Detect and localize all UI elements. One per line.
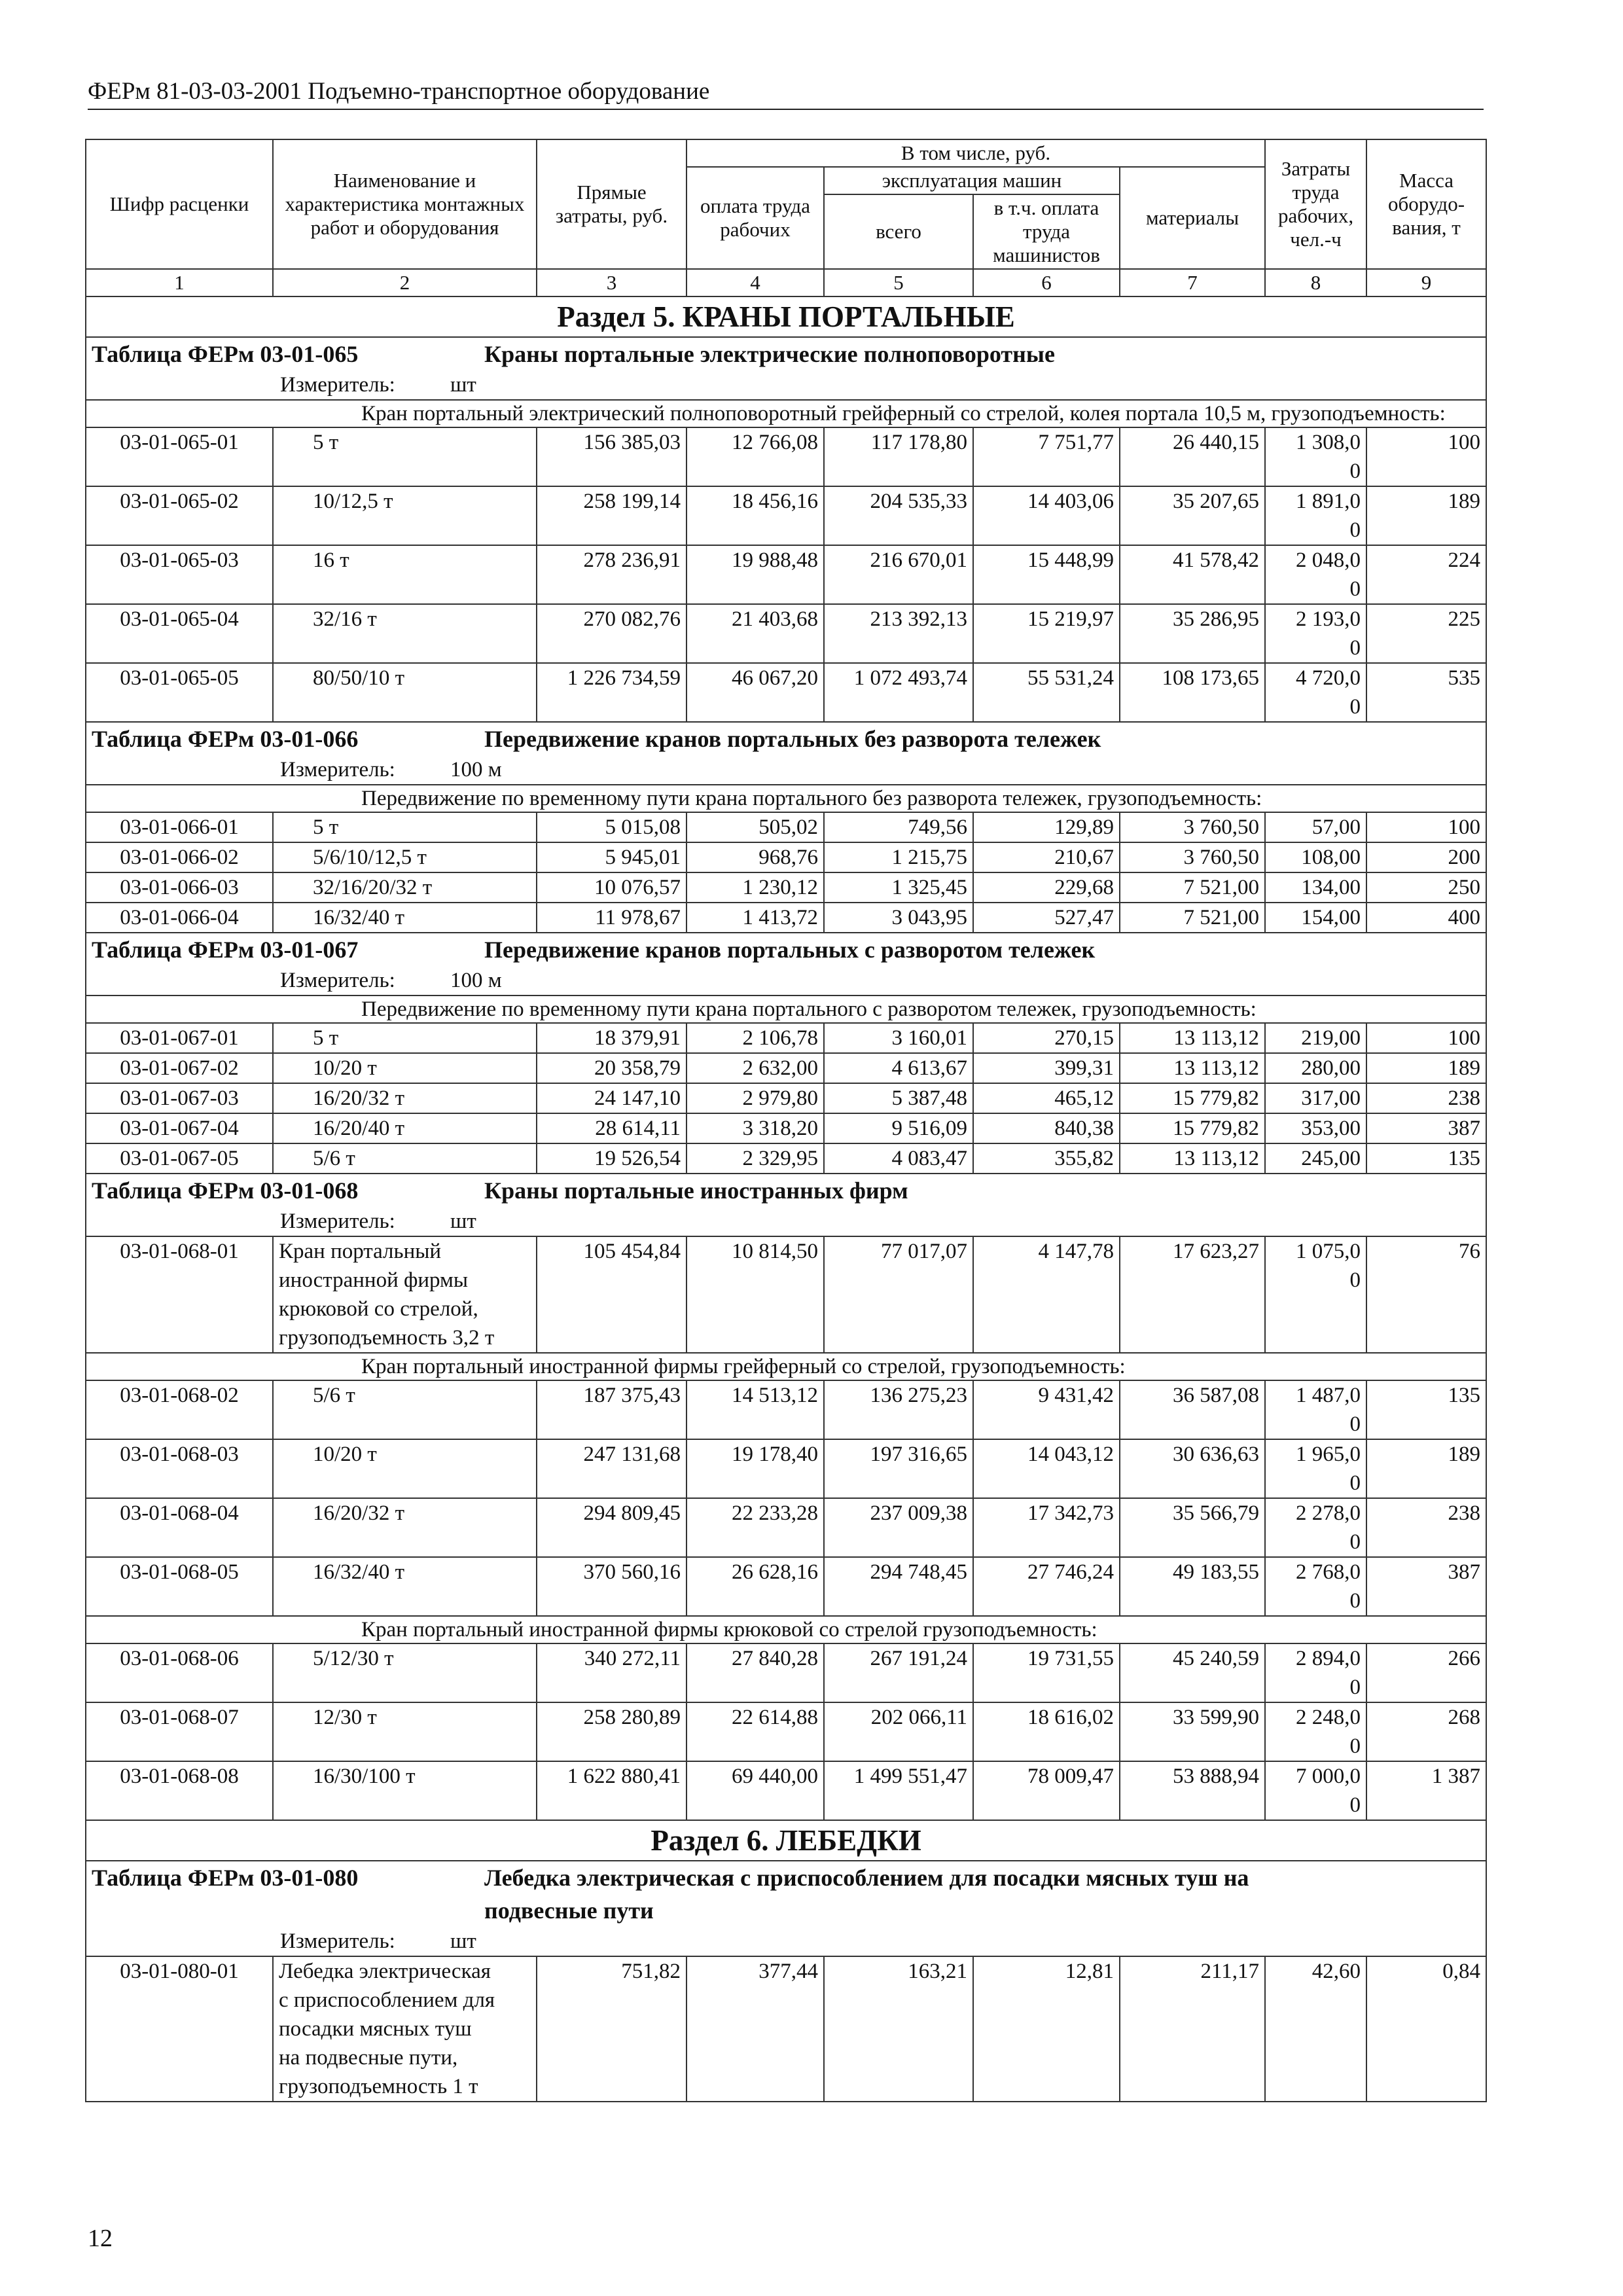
price-table xyxy=(85,139,1487,2102)
col-head-operators: в т.ч. оплата труда машинистов xyxy=(973,194,1120,269)
table-row: 03-01-067-04 16/20/40 т 28 614,11 3 318,20 9 516,09 840,38 15 779,82 353,00 387 xyxy=(86,1113,1486,1143)
table-heading: Таблица ФЕРм 03-01-067 Передвижение кранов портальных с разворотом тележек xyxy=(86,933,1486,966)
table-row: 03-01-068-01 Кран портальный иностранной фирмы крюковой со стрелой, грузоподъемность 3,2 т 105 454,84 10 814,50 77 017,07 4 147,78 17 623,27 1 075,0 0 76 xyxy=(86,1236,1486,1353)
table-row: 03-01-067-01 5 т 18 379,91 2 106,78 3 160,01 270,15 13 113,12 219,00 100 xyxy=(86,1023,1486,1053)
measure-unit: Измеритель: шт xyxy=(86,1207,1486,1236)
col-head-materials: материалы xyxy=(1120,167,1265,269)
table-row: 03-01-068-06 5/12/30 т 340 272,11 27 840,28 267 191,24 19 731,55 45 240,59 2 894,0 0 266 xyxy=(86,1643,1486,1702)
subheading: Кран портальный иностранной фирмы крюковой со стрелой грузоподъемность: xyxy=(86,1616,1486,1643)
table-row: 03-01-067-03 16/20/32 т 24 147,10 2 979,80 5 387,48 465,12 15 779,82 317,00 238 xyxy=(86,1083,1486,1113)
col-head-wages: оплата труда рабочих xyxy=(687,167,824,269)
subheading: Передвижение по временному пути крана портального без разворота тележек, грузоподъемность: xyxy=(86,785,1486,812)
col-head-machines: эксплуатация машин xyxy=(824,167,1120,194)
subheading: Кран портальный электрический полноповоротный грейферный со стрелой, колея портала 10,5 м, грузоподъемность: xyxy=(86,400,1486,427)
section-title: Раздел 6. ЛЕБЕДКИ xyxy=(86,1820,1486,1861)
table-row: 03-01-066-01 5 т 5 015,08 505,02 749,56 129,89 3 760,50 57,00 100 xyxy=(86,812,1486,842)
table-heading: Таблица ФЕРм 03-01-066 Передвижение кранов портальных без разворота тележек xyxy=(86,722,1486,755)
table-row: 03-01-065-04 32/16 т 270 082,76 21 403,68 213 392,13 15 219,97 35 286,95 2 193,0 0 225 xyxy=(86,604,1486,663)
measure-unit: Измеритель: шт xyxy=(86,370,1486,400)
table-heading: Таблица ФЕРм 03-01-080 Лебедка электрическая с приспособлением для посадки мясных туш на подвесные пути xyxy=(86,1861,1486,1927)
col-numbers-row: 1 2 3 4 5 6 7 8 9 xyxy=(86,269,1486,296)
col-head-code: Шифр расценки xyxy=(86,139,273,269)
table-row: 03-01-068-04 16/20/32 т 294 809,45 22 233,28 237 009,38 17 342,73 35 566,79 2 278,0 0 238 xyxy=(86,1498,1486,1557)
table-row: 03-01-065-02 10/12,5 т 258 199,14 18 456,16 204 535,33 14 403,06 35 207,65 1 891,0 0 189 xyxy=(86,486,1486,545)
table-row: 03-01-066-04 16/32/40 т 11 978,67 1 413,72 3 043,95 527,47 7 521,00 154,00 400 xyxy=(86,903,1486,933)
table-row: 03-01-067-02 10/20 т 20 358,79 2 632,00 4 613,67 399,31 13 113,12 280,00 189 xyxy=(86,1053,1486,1083)
table-row: 03-01-065-01 5 т 156 385,03 12 766,08 117 178,80 7 751,77 26 440,15 1 308,0 0 100 xyxy=(86,427,1486,486)
table-row: 03-01-065-05 80/50/10 т 1 226 734,59 46 067,20 1 072 493,74 55 531,24 108 173,65 4 720,0 0 535 xyxy=(86,663,1486,722)
running-header: ФЕРм 81-03-03-2001 Подъемно-транспортное оборудование xyxy=(88,78,710,105)
page-number: 12 xyxy=(88,2225,113,2252)
table-row: 03-01-068-03 10/20 т 247 131,68 19 178,40 197 316,65 14 043,12 30 636,63 1 965,0 0 189 xyxy=(86,1439,1486,1498)
measure-unit: Измеритель: 100 м xyxy=(86,755,1486,785)
table-heading: Таблица ФЕРм 03-01-068 Краны портальные иностранных фирм xyxy=(86,1174,1486,1207)
table-row: 03-01-066-03 32/16/20/32 т 10 076,57 1 230,12 1 325,45 229,68 7 521,00 134,00 250 xyxy=(86,872,1486,903)
table-row: 03-01-068-08 16/30/100 т 1 622 880,41 69 440,00 1 499 551,47 78 009,47 53 888,94 7 000,0 0 1 387 xyxy=(86,1761,1486,1820)
table-row: 03-01-068-05 16/32/40 т 370 560,16 26 628,16 294 748,45 27 746,24 49 183,55 2 768,0 0 387 xyxy=(86,1557,1486,1616)
subheading: Кран портальный иностранной фирмы грейферный со стрелой, грузоподъемность: xyxy=(86,1353,1486,1380)
section-title: Раздел 5. КРАНЫ ПОРТАЛЬНЫЕ xyxy=(86,296,1486,337)
measure-unit: Измеритель: 100 м xyxy=(86,966,1486,996)
table-heading: Таблица ФЕРм 03-01-065 Краны портальные электрические полноповоротные xyxy=(86,337,1486,370)
col-head-mass: Масса оборудо-вания, т xyxy=(1366,139,1486,269)
col-head-total: всего xyxy=(824,194,973,269)
measure-unit: Измеритель: шт xyxy=(86,1927,1486,1956)
header-rule xyxy=(88,109,1484,110)
col-head-direct: Прямые затраты, руб. xyxy=(537,139,687,269)
table-row: 03-01-068-07 12/30 т 258 280,89 22 614,88 202 066,11 18 616,02 33 599,90 2 248,0 0 268 xyxy=(86,1702,1486,1761)
col-head-labor: Затраты труда рабочих, чел.-ч xyxy=(1265,139,1366,269)
subheading: Передвижение по временному пути крана портального с разворотом тележек, грузоподъемность: xyxy=(86,996,1486,1023)
col-head-name: Наименование и характеристика монтажных работ и оборудования xyxy=(273,139,537,269)
table-row: 03-01-068-02 5/6 т 187 375,43 14 513,12 136 275,23 9 431,42 36 587,08 1 487,0 0 135 xyxy=(86,1380,1486,1439)
table-row: 03-01-080-01 Лебедка электрическая с приспособлением для посадки мясных туш на подвесные пути, грузоподъемность 1 т 751,82 377,44 163,21 12,81 211,17 42,60 0,84 xyxy=(86,1956,1486,2102)
table-row: 03-01-067-05 5/6 т 19 526,54 2 329,95 4 083,47 355,82 13 113,12 245,00 135 xyxy=(86,1143,1486,1174)
col-head-group: В том числе, руб. xyxy=(687,139,1265,167)
table-row: 03-01-065-03 16 т 278 236,91 19 988,48 216 670,01 15 448,99 41 578,42 2 048,0 0 224 xyxy=(86,545,1486,604)
table-row: 03-01-066-02 5/6/10/12,5 т 5 945,01 968,76 1 215,75 210,67 3 760,50 108,00 200 xyxy=(86,842,1486,872)
